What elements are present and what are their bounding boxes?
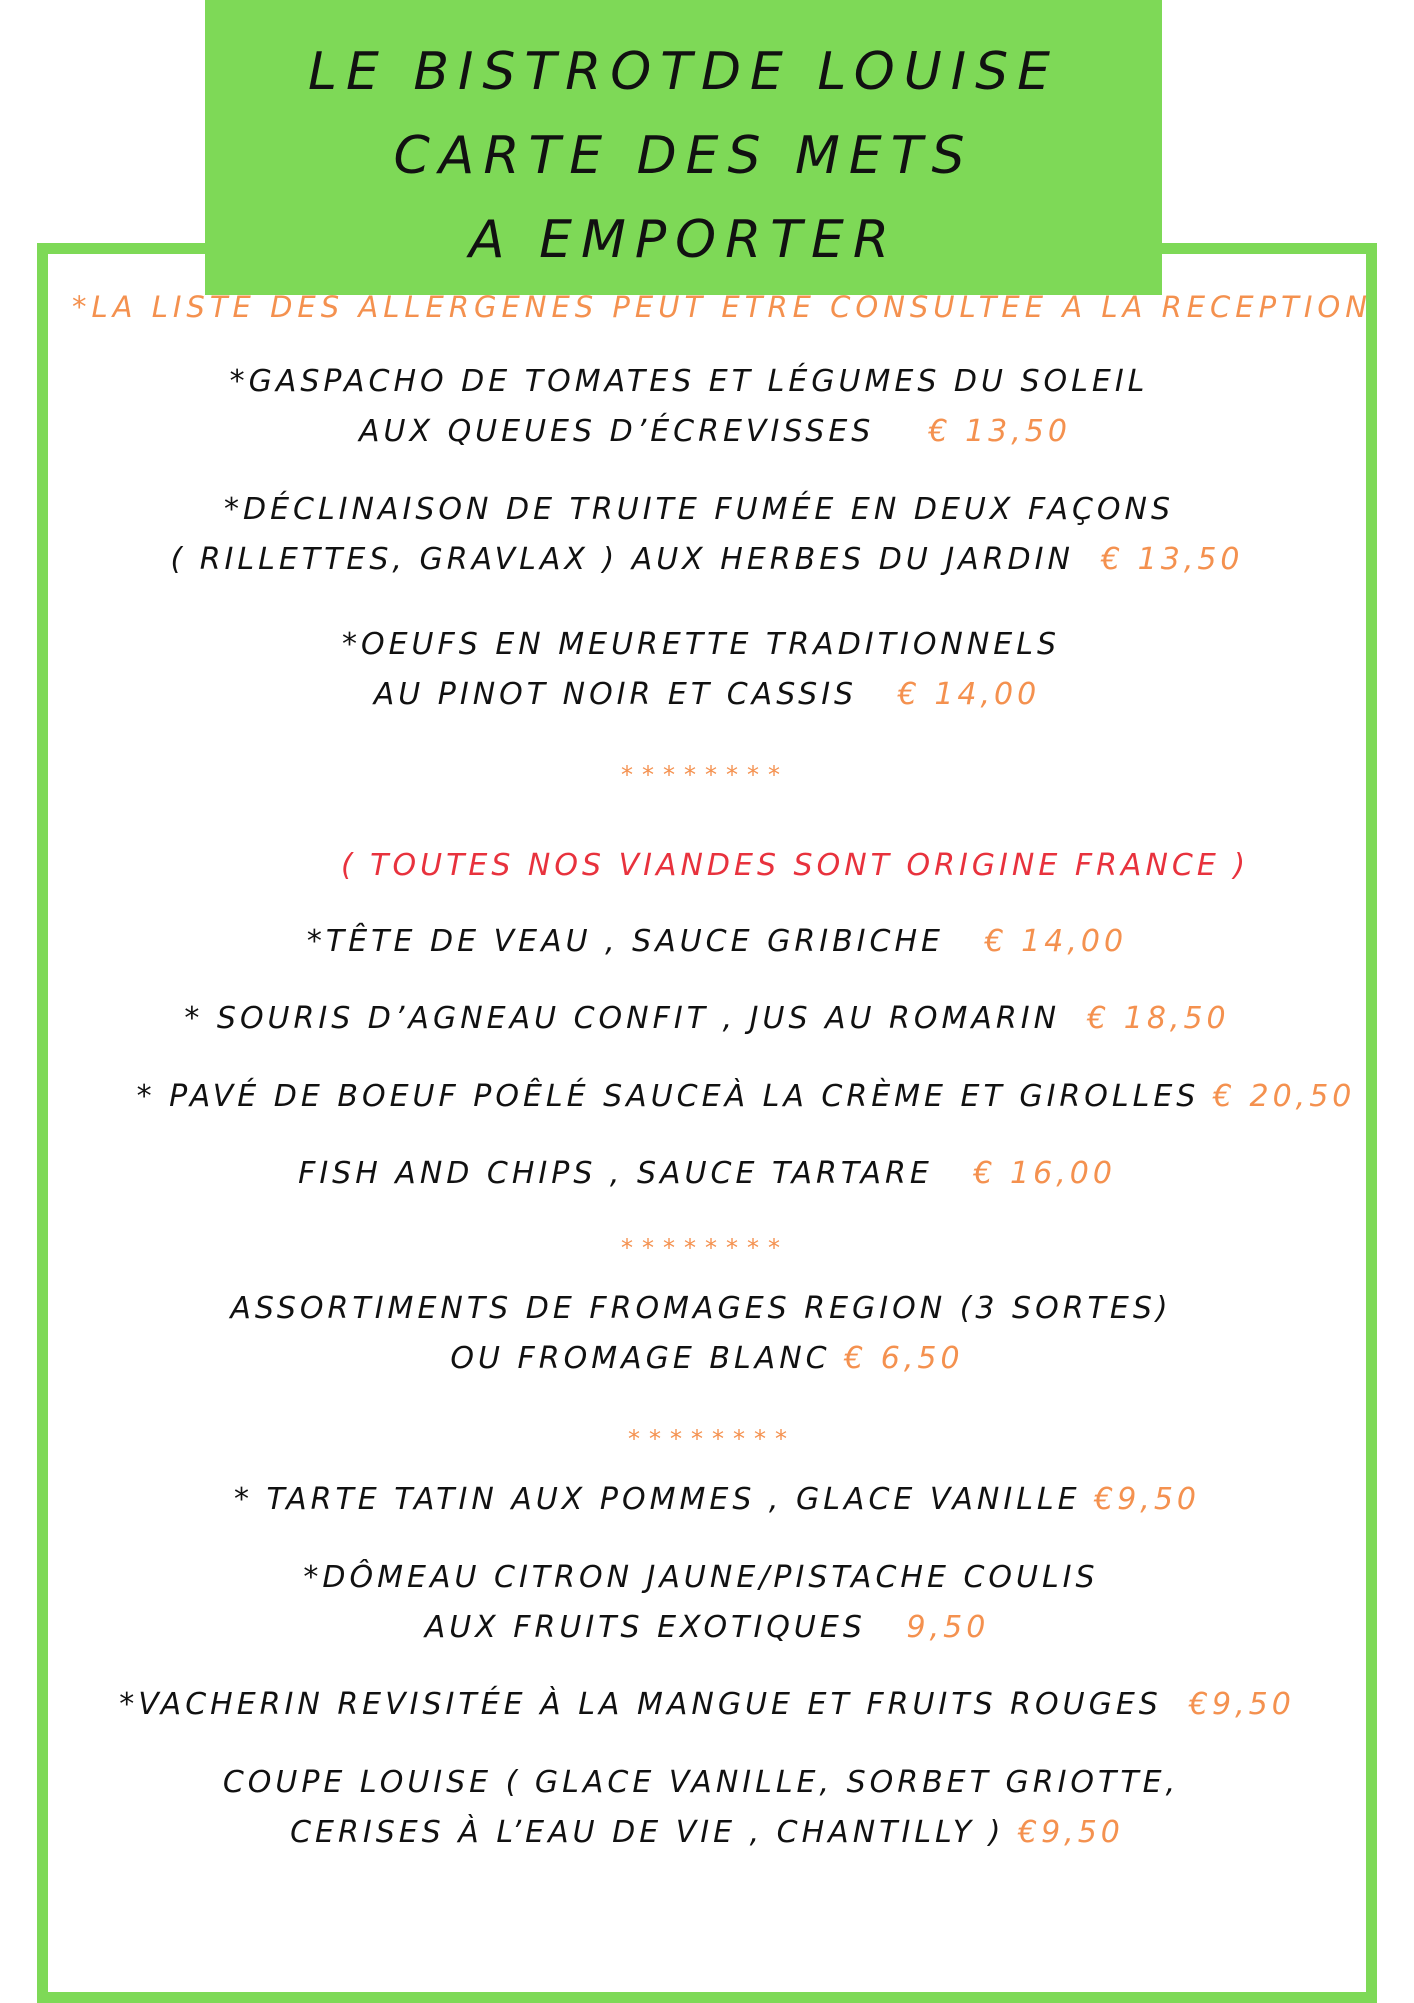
- meat-origin-note: ( TOUTES NOS VIANDES SONT ORIGINE FRANCE ): [340, 848, 1250, 883]
- price: €9,50: [1018, 1815, 1124, 1850]
- menu-subtitle: A EMPORTER: [469, 210, 898, 270]
- price: €9,50: [1094, 1482, 1201, 1517]
- dessert-4-line2: CERISES À L’EAU DE VIE , CHANTILLY ) €9,50: [290, 1815, 1124, 1850]
- price: € 13,50: [1101, 542, 1244, 577]
- header-banner: [205, 0, 1162, 295]
- price: 9,50: [906, 1610, 990, 1645]
- price: € 20,50: [1212, 1079, 1356, 1114]
- price: € 16,00: [973, 1156, 1116, 1191]
- dessert-3: *VACHERIN REVISITÉE À LA MANGUE ET FRUITS ROUGES €9,50: [119, 1687, 1295, 1722]
- separator-2: ********: [621, 1234, 789, 1262]
- main-1: *TÊTE DE VEAU , SAUCE GRIBICHE € 14,00: [306, 924, 1128, 959]
- dessert-4-line1: COUPE LOUISE ( GLACE VANILLE, SORBET GRIOTTE,: [222, 1765, 1180, 1800]
- dessert-2-line2: AUX FRUITS EXOTIQUES 9,50: [424, 1610, 990, 1645]
- price: € 6,50: [844, 1341, 964, 1376]
- dessert-1: * TARTE TATIN AUX POMMES , GLACE VANILLE €9,50: [233, 1482, 1201, 1517]
- cheese-line1: ASSORTIMENTS DE FROMAGES REGION (3 SORTES): [230, 1291, 1172, 1326]
- price: € 14,00: [984, 924, 1128, 959]
- cheese-line2: OU FROMAGE BLANC € 6,50: [450, 1341, 964, 1376]
- main-4: FISH AND CHIPS , SAUCE TARTARE € 16,00: [298, 1156, 1116, 1191]
- price: € 18,50: [1087, 1001, 1230, 1036]
- allergen-note: *LA LISTE DES ALLERGENES PEUT ETRE CONSULTEE A LA RECEPTION: [72, 290, 1372, 324]
- price: € 14,00: [897, 677, 1041, 712]
- separator-1: ********: [621, 761, 789, 789]
- dessert-2-line1: *DÔMEAU CITRON JAUNE/PISTACHE COULIS: [303, 1560, 1099, 1595]
- starter-1-line1: *GASPACHO DE TOMATES ET LÉGUMES DU SOLEIL: [229, 364, 1149, 399]
- menu-title: CARTE DES METS: [393, 126, 974, 186]
- starter-2-line1: *DÉCLINAISON DE TRUITE FUMÉE EN DEUX FAÇONS: [223, 492, 1175, 527]
- main-2: * SOURIS D’AGNEAU CONFIT , JUS AU ROMARIN € 18,50: [184, 1001, 1230, 1036]
- starter-1-line2: AUX QUEUES D’ÉCREVISSES € 13,50: [359, 414, 1071, 449]
- starter-3-line2: AU PINOT NOIR ET CASSIS € 14,00: [373, 677, 1041, 712]
- price: € 13,50: [928, 414, 1071, 449]
- separator-3: ********: [628, 1425, 796, 1453]
- main-3: * PAVÉ DE BOEUF POÊLÉ SAUCEÀ LA CRÈME ET GIROLLES € 20,50: [136, 1079, 1356, 1114]
- price: €9,50: [1188, 1687, 1295, 1722]
- restaurant-name: LE BISTROTDE LOUISE: [308, 42, 1059, 102]
- starter-2-line2: ( RILLETTES, GRAVLAX ) AUX HERBES DU JARDIN € 13,50: [170, 542, 1244, 577]
- starter-3-line1: *OEUFS EN MEURETTE TRADITIONNELS: [341, 627, 1061, 662]
